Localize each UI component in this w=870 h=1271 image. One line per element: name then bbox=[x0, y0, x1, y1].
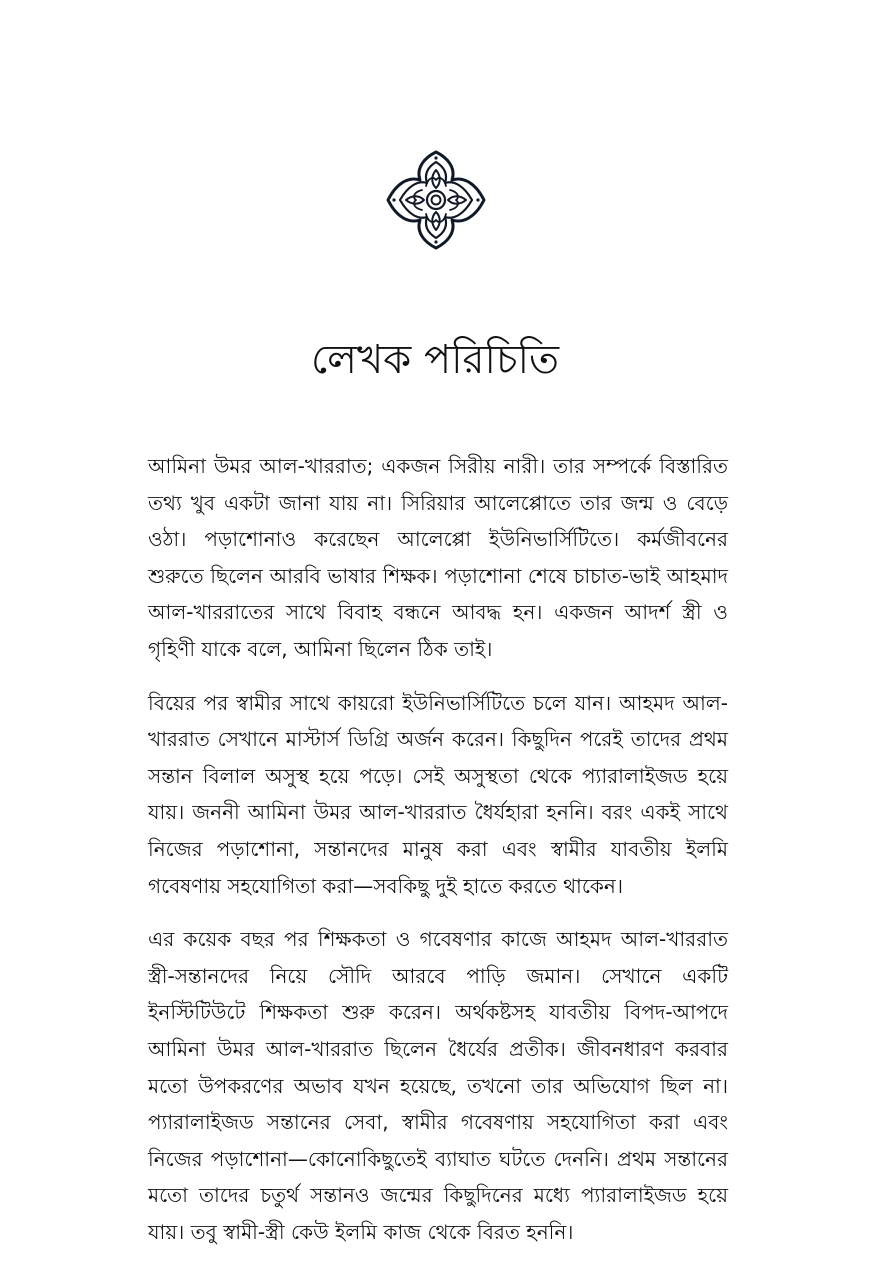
bio-paragraph-2: বিয়ের পর স্বামীর সাথে কায়রো ইউনিভার্সিটিতে চলে যান। আহমদ আল-খাররাত সেখানে মাস্টার্স ডিগ্রি অর্জন করেন। কিছুদিন পরেই তাদের প্রথম সন্তান বিলাল অসুস্থ হয়ে পড়ে। সেই অসুস্থতা থেকে প্যারালাইজড হয়ে যায়। জননী আমিনা উমর আল-খাররাত ধৈর্যহারা হননি। বরং একই সাথে নিজের পড়াশোনা, সন্তানদের মানুষ করা এবং স্বামীর যাবতীয় ইলমি গবেষণায় সহযোগিতা করা—সবকিছু দুই হাতে করতে থাকেন। bbox=[148, 690, 728, 898]
author-bio bbox=[148, 448, 728, 1267]
bio-paragraph-1: আমিনা উমর আল-খাররাত; একজন সিরীয় নারী। তার সম্পর্কে বিস্তারিত তথ্য খুব একটা জানা যায় না। সিরিয়ার আলেপ্পোতে তার জন্ম ও বেড়ে ওঠা। পড়াশোনাও করেছেন আলেপ্পো ইউনিভার্সিটিতে। কর্মজীবনের শুরুতে ছিলেন আরবি ভাষার শিক্ষক। পড়াশোনা শেষে চাচাত-ভাই আহমাদ আল-খাররাতের সাথে বিবাহ বন্ধনে আবদ্ধ হন। একজন আদর্শ স্ত্রী ও গৃহিণী যাকে বলে, আমিনা ছিলেন ঠিক তাই। bbox=[148, 454, 728, 661]
lotus-ornament-icon bbox=[386, 150, 486, 250]
bio-paragraph-3: এর কয়েক বছর পর শিক্ষকতা ও গবেষণার কাজে আহমদ আল-খাররাত স্ত্রী-সন্তানদের নিয়ে সৌদি আরবে পাড়ি জমান। সেখানে একটি ইনস্টিটিউটে শিক্ষকতা শুরু করেন। অর্থকষ্টসহ যাবতীয় বিপদ-আপদে আমিনা উমর আল-খাররাত ছিলেন ধৈর্যের প্রতীক। জীবনধারণ করবার মতো উপকরণের অভাব যখন হয়েছে, তখনো তার অভিযোগ ছিল না। প্যারালাইজড সন্তানের সেবা, স্বামীর গবেষণায় সহযোগিতা করা এবং নিজের পড়াশোনা—কোনোকিছুতেই ব্যাঘাত ঘটতে দেননি। প্রথম সন্তানের মতো তাদের চতুর্থ সন্তানও জন্মের কিছুদিনের মধ্যে প্যারালাইজড হয়ে যায়। তবু স্বামী-স্ত্রী কেউ ইলমি কাজ থেকে বিরত হননি। bbox=[148, 927, 728, 1244]
page-title: লেখক পরিচিতি bbox=[310, 337, 560, 383]
